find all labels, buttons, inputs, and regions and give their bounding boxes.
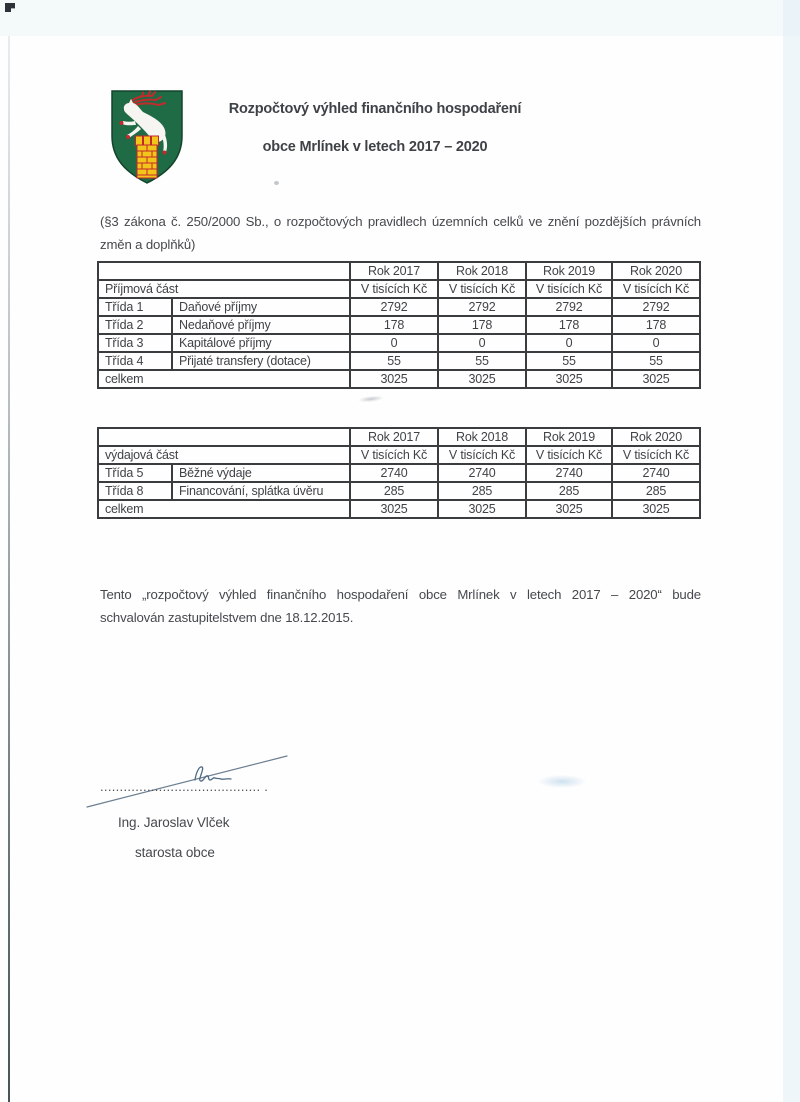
signatory-role: starosta obce xyxy=(135,845,215,860)
class-label-cell: Kapitálové příjmy xyxy=(172,334,350,352)
class-label-cell: Přijaté transfery (dotace) xyxy=(172,352,350,370)
handwritten-signature xyxy=(83,740,293,810)
section-label-cell: výdajová část xyxy=(98,446,350,464)
document-subtitle: obce Mrlínek v letech 2017 – 2020 xyxy=(262,139,488,155)
total-value-cell: 3025 xyxy=(526,500,612,518)
table-row xyxy=(98,428,700,446)
scan-smudge xyxy=(358,395,384,404)
value-cell: 2792 xyxy=(526,298,612,316)
year-header-cell: Rok 2018 xyxy=(438,262,526,280)
table-row xyxy=(98,464,700,482)
total-label-cell: celkem xyxy=(98,370,350,388)
approval-line2: schvalován zastupitelstvem dne 18.12.2015. xyxy=(100,609,354,625)
value-cell: 2792 xyxy=(438,298,526,316)
value-cell: 2792 xyxy=(350,298,438,316)
class-code-cell: Třída 3 xyxy=(98,334,172,352)
value-cell: 2740 xyxy=(438,464,526,482)
signatory-name: Ing. Jaroslav Vlček xyxy=(118,815,230,830)
table-row xyxy=(98,500,700,518)
table-row xyxy=(98,262,700,280)
table-row xyxy=(98,316,700,334)
table-row xyxy=(98,352,700,370)
unit-cell: V tisících Kč xyxy=(350,280,438,298)
year-header-cell: Rok 2019 xyxy=(526,262,612,280)
document-title: Rozpočtový výhled finančního hospodaření xyxy=(228,101,522,117)
class-label-cell: Daňové příjmy xyxy=(172,298,350,316)
unit-cell: V tisících Kč xyxy=(526,280,612,298)
total-value-cell: 3025 xyxy=(350,370,438,388)
value-cell: 2792 xyxy=(612,298,700,316)
legal-note-paragraph xyxy=(100,211,701,256)
scan-tint-top xyxy=(0,0,800,36)
legal-note-line2: změn a doplňků) xyxy=(100,236,196,252)
value-cell: 2740 xyxy=(612,464,700,482)
value-cell: 178 xyxy=(438,316,526,334)
scan-smudge xyxy=(538,775,586,788)
scan-edge-line xyxy=(8,36,10,1102)
value-cell: 2740 xyxy=(350,464,438,482)
section-label-cell: Příjmová část xyxy=(98,280,350,298)
class-code-cell: Třída 1 xyxy=(98,298,172,316)
total-value-cell: 3025 xyxy=(438,370,526,388)
value-cell: 0 xyxy=(612,334,700,352)
class-code-cell: Třída 5 xyxy=(98,464,172,482)
value-cell: 55 xyxy=(350,352,438,370)
unit-cell: V tisících Kč xyxy=(438,446,526,464)
unit-cell: V tisících Kč xyxy=(526,446,612,464)
approval-paragraph xyxy=(100,584,701,629)
total-value-cell: 3025 xyxy=(438,500,526,518)
approval-line1: Tento „rozpočtový výhled finančního hospodaření obce Mrlínek v letech 2017 – 2020“ bude xyxy=(100,587,701,602)
table-row xyxy=(98,446,700,464)
value-cell: 2740 xyxy=(526,464,612,482)
expense-table xyxy=(97,427,701,519)
scan-speck xyxy=(274,181,279,185)
year-header-cell: Rok 2019 xyxy=(526,428,612,446)
table-row xyxy=(98,334,700,352)
empty-cell xyxy=(98,262,350,280)
unit-cell: V tisících Kč xyxy=(438,280,526,298)
year-header-cell: Rok 2017 xyxy=(350,428,438,446)
year-header-cell: Rok 2020 xyxy=(612,262,700,280)
value-cell: 285 xyxy=(526,482,612,500)
class-label-cell: Běžné výdaje xyxy=(172,464,350,482)
year-header-cell: Rok 2020 xyxy=(612,428,700,446)
legal-note-line1: (§3 zákona č. 250/2000 Sb., o rozpočtových pravidlech územních celků ve znění pozdějších právních xyxy=(100,214,701,229)
class-code-cell: Třída 2 xyxy=(98,316,172,334)
value-cell: 55 xyxy=(526,352,612,370)
table-row xyxy=(98,370,700,388)
value-cell: 178 xyxy=(612,316,700,334)
value-cell: 285 xyxy=(612,482,700,500)
value-cell: 0 xyxy=(350,334,438,352)
total-label-cell: celkem xyxy=(98,500,350,518)
year-header-cell: Rok 2017 xyxy=(350,262,438,280)
value-cell: 55 xyxy=(438,352,526,370)
table-row xyxy=(98,482,700,500)
value-cell: 285 xyxy=(438,482,526,500)
total-value-cell: 3025 xyxy=(612,500,700,518)
unit-cell: V tisících Kč xyxy=(612,446,700,464)
table-row xyxy=(98,280,700,298)
value-cell: 178 xyxy=(526,316,612,334)
value-cell: 0 xyxy=(438,334,526,352)
empty-cell xyxy=(98,428,350,446)
unit-cell: V tisících Kč xyxy=(350,446,438,464)
signature-dotted-line: ......................................... . xyxy=(100,779,269,794)
unit-cell: V tisících Kč xyxy=(612,280,700,298)
table-row xyxy=(98,298,700,316)
class-label-cell: Financování, splátka úvěru xyxy=(172,482,350,500)
total-value-cell: 3025 xyxy=(350,500,438,518)
income-table xyxy=(97,261,701,389)
value-cell: 0 xyxy=(526,334,612,352)
year-header-cell: Rok 2018 xyxy=(438,428,526,446)
class-code-cell: Třída 4 xyxy=(98,352,172,370)
class-label-cell: Nedaňové příjmy xyxy=(172,316,350,334)
scan-band-right xyxy=(783,0,800,1102)
total-value-cell: 3025 xyxy=(526,370,612,388)
total-value-cell: 3025 xyxy=(612,370,700,388)
value-cell: 55 xyxy=(612,352,700,370)
class-code-cell: Třída 8 xyxy=(98,482,172,500)
value-cell: 285 xyxy=(350,482,438,500)
value-cell: 178 xyxy=(350,316,438,334)
